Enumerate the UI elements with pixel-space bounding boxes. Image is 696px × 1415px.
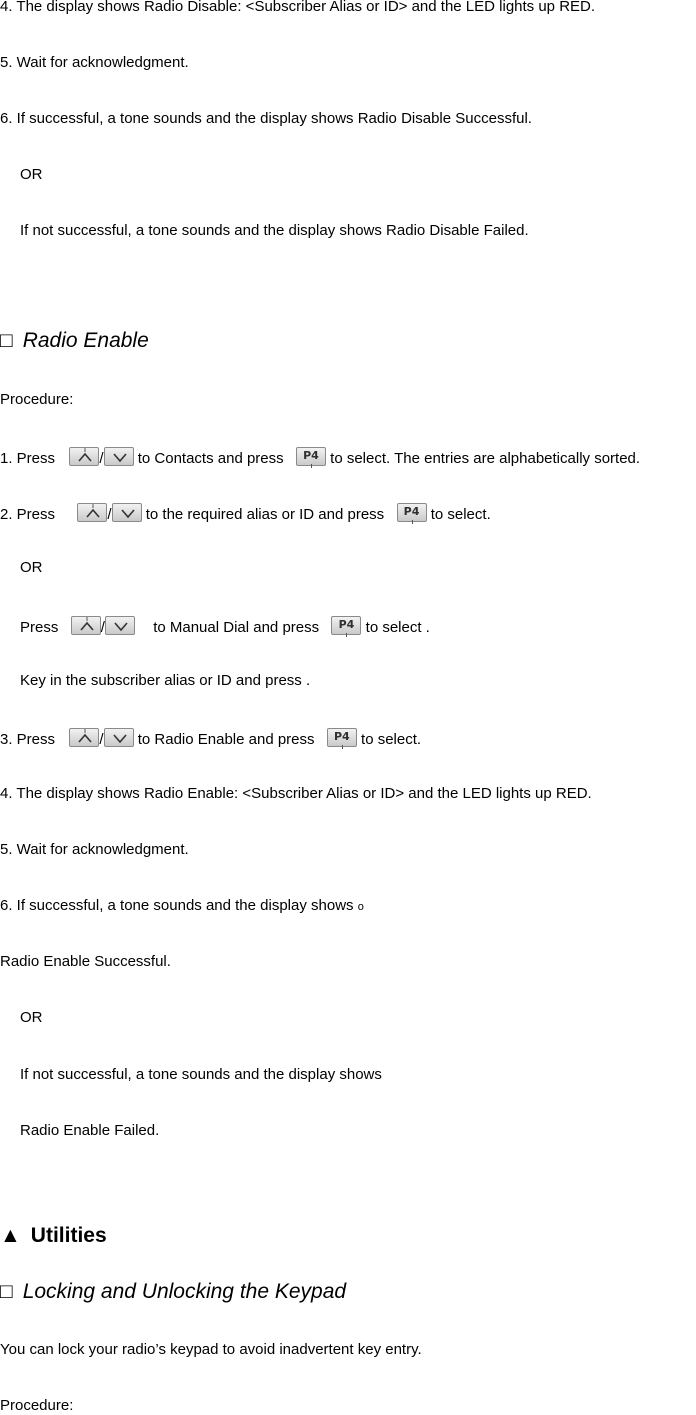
p4-key-icon: P4 [331,616,361,635]
down-arrow-key-icon [104,728,134,747]
up-arrow-key-icon [71,616,101,635]
locking-title: Locking and Unlocking the Keypad [22,1280,347,1303]
utilities-title: Utilities [30,1224,107,1247]
checkbox-marker-icon: □ [0,1280,13,1303]
locking-procedure: Procedure: [0,1397,74,1414]
p4-key-icon: P4 [397,503,427,522]
circle-mark: o [357,901,364,913]
triangle-marker-icon: ▲ [0,1224,21,1247]
radio-enable-failed-1: If not successful, a tone sounds and the display shows [20,1066,382,1083]
radio-disable-step-4: 4. The display shows Radio Disable: <Subscriber Alias or ID> and the LED lights up RED. [0,0,596,15]
up-arrow-key-icon [77,503,107,522]
down-arrow-key-icon [104,447,134,466]
radio-enable-step-3: 3. Press / to Radio Enable and press P4 to select. [0,730,422,748]
radio-enable-or-1: OR [20,559,43,576]
radio-enable-keyin: Key in the subscriber alias or ID and press . [20,672,311,689]
radio-disable-failed: If not successful, a tone sounds and the display shows Radio Disable Failed. [20,222,529,239]
radio-enable-step-6: 6. If successful, a tone sounds and the display shows o [0,897,364,914]
radio-disable-step-6: 6. If successful, a tone sounds and the display shows Radio Disable Successful. [0,110,532,127]
down-arrow-key-icon [112,503,142,522]
checkbox-marker-icon: □ [0,329,13,352]
locking-description: You can lock your radio’s keypad to avoid inadvertent key entry. [0,1341,422,1358]
down-arrow-key-icon [105,616,135,635]
radio-enable-step-5: 5. Wait for acknowledgment. [0,841,189,858]
radio-enable-step-1: 1. Press / to Contacts and press P4 to select. The entries are alphabetically sorted. [0,449,641,467]
radio-disable-or: OR [20,166,43,183]
up-arrow-key-icon [69,728,99,747]
radio-enable-or-2: OR [20,1009,43,1026]
radio-enable-title: Radio Enable [22,329,149,352]
radio-enable-step-2: 2. Press / to the required alias or ID and press P4 to select. [0,505,491,523]
up-arrow-key-icon [69,447,99,466]
radio-enable-step-4: 4. The display shows Radio Enable: <Subscriber Alias or ID> and the LED lights up RED. [0,785,592,802]
p4-key-icon: P4 [296,447,326,466]
radio-enable-alternative: Press / to Manual Dial and press P4 to select . [20,618,430,636]
radio-enable-heading [0,328,149,354]
radio-enable-successful: Radio Enable Successful. [0,953,171,970]
radio-disable-step-5: 5. Wait for acknowledgment. [0,54,189,71]
utilities-heading [0,1223,107,1249]
radio-enable-failed-2: Radio Enable Failed. [20,1122,160,1139]
locking-heading [0,1279,346,1305]
p4-key-icon: P4 [327,728,357,747]
radio-enable-procedure: Procedure: [0,391,74,408]
